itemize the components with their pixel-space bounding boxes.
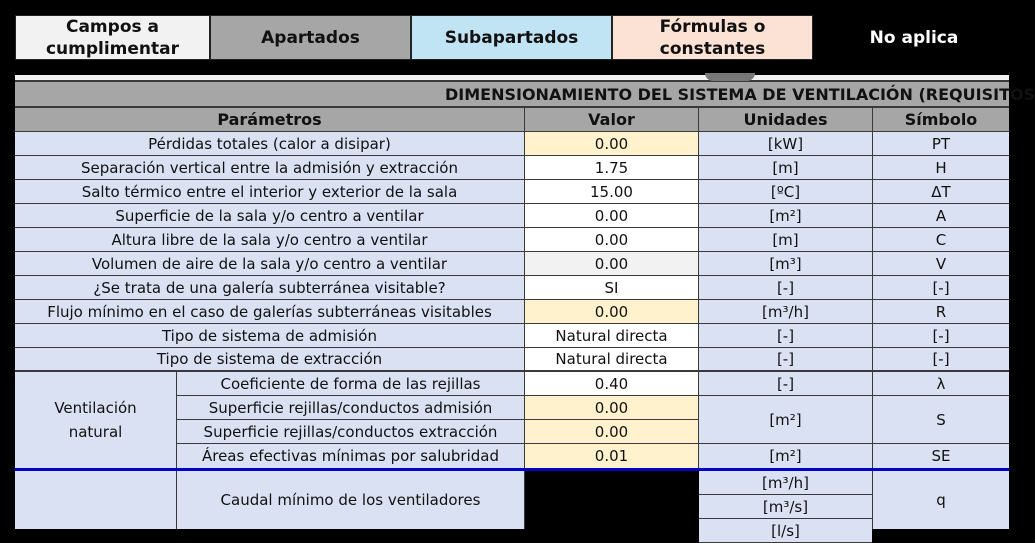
units-cell: [ºC] xyxy=(699,180,873,203)
symbol-cell: λ xyxy=(873,372,1009,395)
table-row xyxy=(15,252,1009,276)
units-cell: [m²] xyxy=(699,444,873,468)
table-row xyxy=(177,372,1009,396)
param-label: Salto térmico entre el interior y exterior de la sala xyxy=(15,180,525,203)
symbol-cell: SE xyxy=(873,444,1009,468)
symbol-cell: PT xyxy=(873,132,1009,155)
legend-formulas: Fórmulas o constantes xyxy=(612,15,813,60)
param-label: ¿Se trata de una galería subterránea visitable? xyxy=(15,276,525,299)
units-cell: [m] xyxy=(699,228,873,251)
legend-apartados: Apartados xyxy=(210,15,411,60)
param-label: Superficie rejillas/conductos extracción xyxy=(177,420,525,443)
symbol-cell: A xyxy=(873,204,1009,227)
table-row xyxy=(15,228,1009,252)
value-cell[interactable]: 0.00 xyxy=(525,420,699,443)
legend-subapartados: Subapartados xyxy=(411,15,612,60)
symbol-cell: R xyxy=(873,300,1009,323)
symbol-cell-merged: S xyxy=(873,396,1009,444)
header-symbol: Símbolo xyxy=(873,108,1009,131)
param-label: Tipo de sistema de admisión xyxy=(15,324,525,347)
group-label-empty xyxy=(15,471,177,529)
param-label: Caudal mínimo de los ventiladores xyxy=(177,471,525,529)
units-cell: [m²] xyxy=(699,204,873,227)
units-cell: [m³/s] xyxy=(699,495,872,519)
units-cell: [kW] xyxy=(699,132,873,155)
value-cell[interactable]: 0.00 xyxy=(525,132,699,155)
legend-no-aplica: No aplica xyxy=(813,15,1015,60)
param-label: Separación vertical entre la admisión y extracción xyxy=(15,156,525,179)
header-units: Unidades xyxy=(699,108,873,131)
table-row xyxy=(15,180,1009,204)
param-label: Pérdidas totales (calor a disipar) xyxy=(15,132,525,155)
table-row xyxy=(15,204,1009,228)
header-row xyxy=(15,108,1009,132)
symbol-cell: q xyxy=(873,471,1009,529)
units-cell: [-] xyxy=(699,372,873,395)
units-cell: [-] xyxy=(699,276,873,299)
param-label: Superficie de la sala y/o centro a ventilar xyxy=(15,204,525,227)
table-row xyxy=(15,324,1009,348)
symbol-cell: ΔT xyxy=(873,180,1009,203)
symbol-cell: [-] xyxy=(873,348,1009,370)
symbol-cell: C xyxy=(873,228,1009,251)
units-cell: [-] xyxy=(699,324,873,347)
param-label: Áreas efectivas mínimas por salubridad xyxy=(177,444,525,468)
symbol-cell: [-] xyxy=(873,324,1009,347)
value-cell[interactable]: 0.00 xyxy=(525,252,699,275)
natural-ventilation-section xyxy=(15,372,1009,471)
legend-campos: Campos a cumplimentar xyxy=(15,15,210,60)
symbol-cell: H xyxy=(873,156,1009,179)
value-cell[interactable]: 1.75 xyxy=(525,156,699,179)
units-cell: [m³/h] xyxy=(699,471,872,495)
param-label: Coeficiente de forma de las rejillas xyxy=(177,372,525,395)
param-label: Altura libre de la sala y/o centro a ventilar xyxy=(15,228,525,251)
header-value: Valor xyxy=(525,108,699,131)
value-cell[interactable]: 0.00 xyxy=(525,204,699,227)
table-row xyxy=(177,444,1009,468)
symbol-cell: V xyxy=(873,252,1009,275)
value-cell[interactable]: 15.00 xyxy=(525,180,699,203)
units-cell: [l/s] xyxy=(699,519,872,543)
header-param: Parámetros xyxy=(15,108,525,131)
sheet-title: DIMENSIONAMIENTO DEL SISTEMA DE VENTILACIÓN (REQUISITOS xyxy=(15,80,1009,108)
sheet-top-strip xyxy=(15,75,1009,80)
table-row xyxy=(15,132,1009,156)
value-cell[interactable]: 0.00 xyxy=(525,300,699,323)
color-legend xyxy=(15,15,1015,60)
param-label: Volumen de aire de la sala y/o centro a ventilar xyxy=(15,252,525,275)
value-cell[interactable]: 0.00 xyxy=(525,228,699,251)
table-row xyxy=(177,420,699,444)
value-cell[interactable]: Natural directa xyxy=(525,324,699,347)
fan-units-list xyxy=(699,471,873,540)
value-cell[interactable]: 0.00 xyxy=(525,396,699,419)
table-row xyxy=(15,348,1009,372)
value-cell[interactable]: SI xyxy=(525,276,699,299)
value-cell[interactable]: 0.40 xyxy=(525,372,699,395)
units-cell: [m³/h] xyxy=(699,300,873,323)
table-row xyxy=(15,276,1009,300)
group-label-natural: Ventilación natural xyxy=(15,372,177,468)
value-cell[interactable]: 0.01 xyxy=(525,444,699,468)
merged-rows xyxy=(177,396,1009,444)
overlay-shape xyxy=(705,73,755,81)
value-cell-not-applicable xyxy=(525,471,699,529)
table-row xyxy=(15,156,1009,180)
param-label: Superficie rejillas/conductos admisión xyxy=(177,396,525,419)
param-label: Flujo mínimo en el caso de galerías subterráneas visitables xyxy=(15,300,525,323)
fan-flow-section xyxy=(15,471,1009,540)
units-cell: [-] xyxy=(699,348,873,370)
units-cell: [m] xyxy=(699,156,873,179)
units-cell: [m³] xyxy=(699,252,873,275)
table-row xyxy=(15,300,1009,324)
value-cell[interactable]: Natural directa xyxy=(525,348,699,370)
symbol-cell: [-] xyxy=(873,276,1009,299)
param-label: Tipo de sistema de extracción xyxy=(15,348,525,370)
units-cell-merged: [m²] xyxy=(699,396,873,444)
table-row xyxy=(177,396,699,420)
ventilation-sheet xyxy=(15,75,1035,540)
